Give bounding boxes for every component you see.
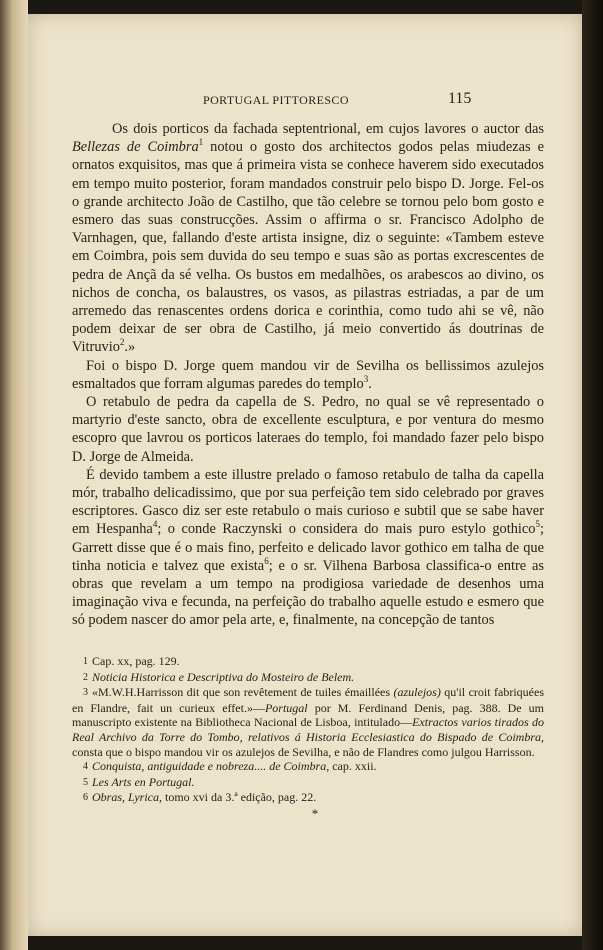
footnote-text: qu'il croit fabriquées en Flandre, fait un curieux effet.»— — [72, 685, 544, 715]
footnote-ref: 1 — [198, 137, 204, 148]
footnote-italic: Conquista, antiguidade e nobreza.... de Coimbra — [92, 759, 327, 774]
paragraph-1 — [72, 120, 544, 357]
paragraph-4 — [72, 466, 544, 630]
footnote-2 — [72, 670, 544, 686]
running-title: PORTUGAL PITTORESCO — [203, 93, 349, 107]
footnote-number: 2 — [83, 671, 88, 683]
footnote-number: 1 — [83, 656, 88, 667]
footnote-number: 6 — [83, 792, 88, 804]
footnote-number: 4 — [83, 761, 88, 773]
footnote-text: «M.W.H.Harrisson dit que son revêtement de tuiles émaillées — [92, 685, 394, 700]
page-header — [28, 90, 582, 111]
footnote-ref: 4 — [152, 519, 158, 530]
footnote-number: 5 — [83, 776, 88, 788]
footnote-1 — [72, 654, 544, 670]
text-run: ; o conde Raczynski o considera do mais puro estylo gothico — [157, 521, 536, 538]
footnote-5 — [72, 775, 544, 791]
footnote-italic: Obras, Lyrica — [92, 790, 159, 805]
book-edge-shadow — [582, 0, 603, 950]
text-run: notou o gosto dos architectos godos pelas miudezas e ornatos exquisitos, mas que á primeira vista se conhece haverem sido executados em tempo muito posterior, foram mandados construir pelo bispo D. Jorge. Fel-os o grande architecto João de Castilho, que tão celebre se tornou pelo bom gosto e esmero das suas construcções. Assim o affirma o sr. Francisco Adolpho de Varnhagen, que, fallando d'este artista insigne, diz o seguinte: «Tambem esteve em Coimbra, pois sem duvida do seu tempo e suas são as portas excrescentes de pedra de Ançã da sé velha. Os bustos em medalhões, os arabescos ao divino, os nichos de concha, os balaustres, os vasos, as pilastras estriadas, a par de um arremedo das renascentes ordens dorica e corinthia, como tudo ahi se vê, não podem deixar de ser obra de Castilho, já meio convertido ás doutrinas de Vitruvio — [72, 139, 544, 356]
text-run: Foi o bispo D. Jorge quem mandou vir de Sevilha os bellissimos azulejos esmaltados que forram algumas paredes do templo — [72, 357, 544, 392]
footnote-italic: (azulejos) — [393, 685, 441, 700]
footnote-text: Noticia Historica e Descriptiva do Mosteiro de Belem. — [92, 669, 355, 684]
footnote-text: , cap. xxii. — [326, 759, 377, 774]
footnote-text: por M. Ferdinand Denis, pag. 388. De um manuscripto existente na Bibliotheca Nacional de Lisboa, intitulado— — [72, 700, 544, 730]
footnote-ref: 6 — [264, 556, 269, 567]
paragraph-3: O retabulo de pedra da capella de S. Pedro, no qual se vê representado o martyrio d'este sancto, obra de excellente esculptura, e por ventura do mesmo escopro que lavrou os porticos lateraes do templo, foi mandado fazer pelo bispo D. Jorge de Almeida. — [72, 394, 544, 465]
body-text — [72, 120, 544, 630]
footnote-italic: Les Arts en Portugal. — [92, 774, 195, 789]
footnote-text: , consta que o bispo mandou vir os azulejos de Sevilha, e não de Flandres como julgou Harrisson. — [72, 729, 544, 759]
footnote-ref: 2 — [119, 337, 125, 348]
paragraph-2 — [72, 357, 544, 393]
text-run: . — [368, 375, 372, 392]
footnote-number: 3 — [83, 687, 88, 699]
footnote-italic: Extractos varios tirados do Real Archivo da Torre do Tombo, relativos á Historia Ecclesiastica do Bispado de Coimbra — [72, 715, 544, 744]
text-run: ; Garrett disse que é o mais fino, perfeito e delicado lavor gothico em talha de que tinha noticia e talvez que exista — [72, 521, 545, 574]
footnote-ref: 3 — [363, 374, 369, 385]
footnote-ref: 5 — [535, 519, 541, 530]
text-run: .» — [124, 339, 136, 356]
book-page — [28, 14, 582, 936]
footnote-text: Cap. xx, pag. 129. — [92, 654, 180, 668]
footnote-text: , tomo xvi da 3.ª edição, pag. 22. — [158, 790, 317, 805]
footnote-italic: Portugal — [264, 700, 308, 715]
end-mark: * — [311, 806, 319, 821]
book-gutter — [0, 0, 28, 950]
text-run: Os dois porticos da fachada septentrional, em cujos lavores o auctor das — [112, 121, 544, 137]
footnote-3 — [72, 685, 544, 759]
footnote-6 — [72, 790, 544, 806]
text-run: ; e o sr. Vilhena Barbosa classifica-o entre as obras que revelam a um tempo na prodigiosa variedade de desenhos uma imaginação viva e fecunda, na perfeição do trabalho aquelle estudo e esmero que só podem nascer do amor pela arte, e, finalmente, na concepção de tantos — [72, 557, 544, 629]
italic-title: Bellezas de Coimbra — [72, 139, 199, 156]
footnotes — [72, 654, 544, 806]
page-number: 115 — [448, 90, 472, 107]
text-run: É devido tambem a este illustre prelado o famoso retabulo de talha da capella mór, trabalho delicadissimo, que por sua perfeição tem sido celebrado por graves escriptores. Gasco diz ser este retabulo o mais curioso e subtil que se sabe haver em Hespanha — [72, 466, 544, 538]
footnote-4 — [72, 759, 544, 775]
